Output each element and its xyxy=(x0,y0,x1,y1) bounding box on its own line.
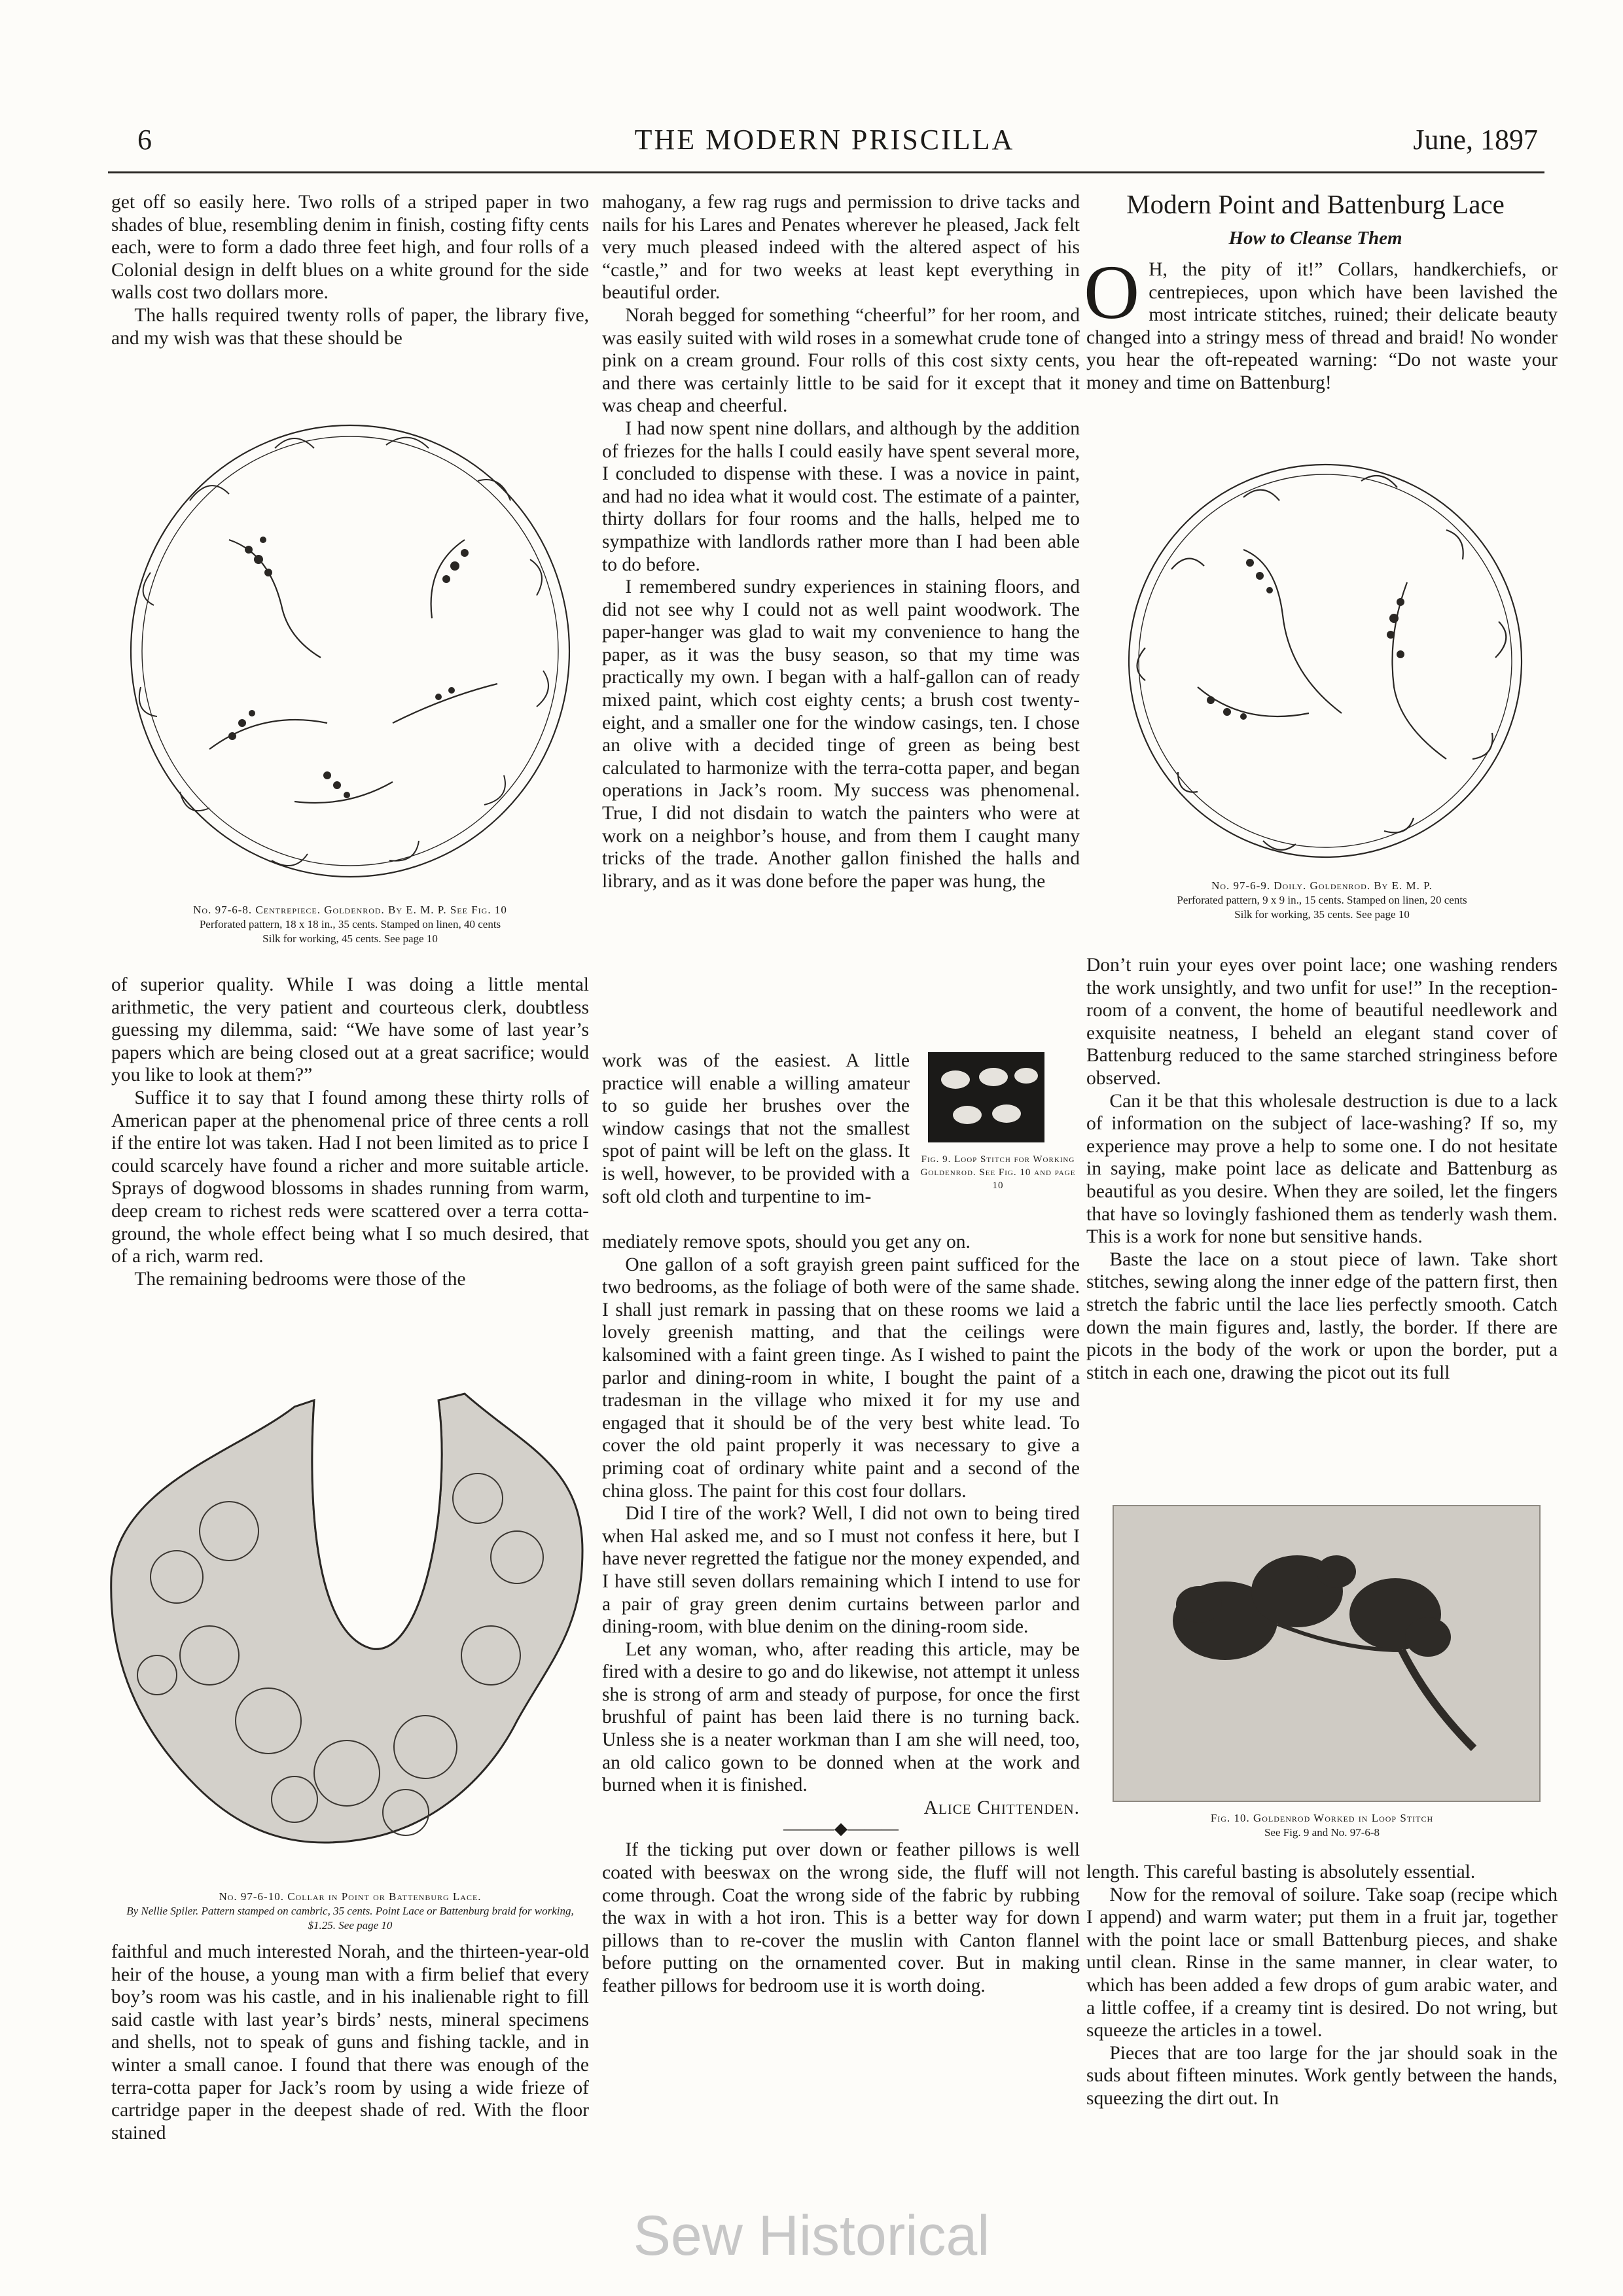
column-3-top xyxy=(1084,249,1558,395)
paragraph: If the ticking put over down or feather pillows is well coated with beeswax on the wrong side, the fluff will not come through. Coat the wrong side of the fabric by rubbing the wax in with a hot iron. This is a better way for down pillows than to re-cover the muslin with Canton flannel before putting on the ornamented cover. But in making feather pillows for bedroom use it is worth doing. xyxy=(602,1839,1080,1996)
paragraph: H, the pity of it!” Collars, handkerchiefs, or centrepieces, upon which have been lavished the most intricate stitches, ruined; their delicate beauty changed into a stringy mess of thread and braid! No wonder you hear the oft-repeated warning: “Do not waste your money and time on Battenburg! xyxy=(1086,259,1558,393)
caption-line: No. 97-6-10. Collar in Point or Battenburg Lace. xyxy=(219,1890,482,1903)
paragraph: Suffice it to say that I found among these thirty rolls of American paper at the phenomenal price of three cents a roll if the entire lot was taken. Had I not been limited as to price I could scarcely have found a richer and more suitable article. Sprays of dogwood blossoms in shades running from warm, deep cream to richest reds were scattered over a terra cotta-ground, the whole effect being what I so much desired, that of a rich, warm red. xyxy=(111,1087,589,1267)
doily-goldenrod-illustration xyxy=(1113,451,1538,870)
header-rule xyxy=(108,171,1544,173)
paragraph: Norah begged for something “cheerful” for her room, and was easily suited with wild roses in a somewhat crude tone of pink on a cream ground. Four rolls of this cost sixty cents, and there was certainly little to be said for it except that it was cheap and cheerful. xyxy=(602,304,1080,417)
paragraph: Did I tire of the work? Well, I did not own to being tired when Hal asked me, and so I must not confess it here, but I have never regretted the fatigue nor the money expended, and I have still seven dollars remaining which I intend to use for a pair of gray green denim curtains between parlor and dining-room, with blue denim on the dining-room side. xyxy=(602,1503,1080,1638)
paragraph: The remaining bedrooms were those of the xyxy=(134,1268,466,1290)
paragraph: length. This careful basting is absolutely essential. xyxy=(1086,1862,1476,1882)
caption-line: Perforated pattern, 9 x 9 in., 15 cents. Stamped on linen, 20 cents xyxy=(1177,894,1467,906)
paragraph: mediately remove spots, should you get any on. xyxy=(602,1231,971,1252)
figure-caption xyxy=(1086,1811,1558,1840)
column-1-top xyxy=(111,191,589,349)
figure-caption xyxy=(111,1890,589,1933)
column-2-wrap xyxy=(602,1050,910,1208)
paragraph: Don’t ruin your eyes over point lace; one washing renders the work unsightly, and two unfit for use!” In the reception-room of a convent, the home of beautiful needlework and exquisite neatness, I beheld an elegant stand cover of Battenburg reduced to the same starched stringiness before observed. xyxy=(1086,955,1558,1089)
paragraph: get off so easily here. Two rolls of a striped paper in two shades of blue, resembling denim in finish, costing fifty cents each, were to form a dado three feet high, and four rolls of a Colonial design in delft blues on a white ground for the side walls cost two dollars more. xyxy=(111,192,589,304)
paragraph: Now for the removal of soilure. Take soap (recipe which I append) and warm water; put them in a fruit jar, together with the point lace or small Battenburg pieces, and shake until clean. Rinse in the same manner, in clear water, to which has been added a few drops of gum arabic water, and a little coffee, if a creamy tint is desired. Do not wring, but squeeze the articles in a towel. xyxy=(1086,1884,1558,2041)
drop-cap: O xyxy=(1084,249,1140,335)
caption-line: See Fig. 9 and No. 97-6-8 xyxy=(1264,1826,1380,1839)
ornament-divider: ———◆——— xyxy=(783,1819,899,1839)
watermark: Sew Historical xyxy=(633,2204,990,2267)
column-3-middle xyxy=(1086,954,1558,1384)
paragraph: Can it be that this wholesale destruction is due to a lack of information on the subject of lace-washing? If so, my experience may prove a help to some one. I do not hesitate in saying, make point lace as delicate and Battenburg as beautiful as you desire. When they are soiled, let the fingers that have so lovingly fashioned them as tenderly wash them. This is a work for none but sensitive hands. xyxy=(1086,1090,1558,1248)
column-1-middle xyxy=(111,974,589,1290)
caption-line: No. 97-6-9. Doily. Goldenrod. By E. M. P. xyxy=(1211,879,1433,892)
column-3-bottom xyxy=(1086,1861,1558,2110)
caption-line: Fig. 10. Goldenrod Worked in Loop Stitch xyxy=(1210,1812,1434,1824)
paragraph: work was of the easiest. A little practice will enable a willing amateur to so guide her brushes over the window casings that not the smallest spot of paint will be left on the glass. It is well, however, to be provided with a soft old cloth and turpentine to im- xyxy=(602,1050,910,1207)
paragraph: Pieces that are too large for the jar should soak in the suds about fifteen minutes. Work gently between the hands, squeezing the dirt out. In xyxy=(1086,2042,1558,2109)
magazine-title: THE MODERN PRISCILLA xyxy=(634,124,1015,156)
article-heading: Modern Point and Battenburg Lace xyxy=(1126,189,1505,219)
paragraph: The halls required twenty rolls of paper, the library five, and my wish was that these should be xyxy=(111,304,589,349)
loop-stitch-photo xyxy=(928,1052,1044,1142)
page-header xyxy=(111,123,1538,162)
paragraph: Baste the lace on a stout piece of lawn. Take short stitches, sewing along the inner edge of the pattern first, then stretch the fabric until the lace lies perfectly smooth. Catch down the main figures and, lastly, the border. If there are picots in the body of the work or upon the border, put a stitch in each one, drawing the picot out its full xyxy=(1086,1248,1558,1383)
figure-caption xyxy=(111,903,589,946)
paragraph: faithful and much interested Norah, and the thirteen-year-old heir of the house, a young man with a firm belief that every boy’s room was his castle, and in his inalienable right to fill said castle with last year’s birds’ nests, mineral specimens and shells, not to speak of guns and fishing tackle, and in winter a small canoe. I found that there was enough of the terra-cotta paper for Jack’s room by using a wide frieze of cartridge paper in the deepest shade of red. With the floor stained xyxy=(111,1941,589,2144)
centrepiece-goldenrod-illustration xyxy=(111,409,589,893)
column-2-top xyxy=(602,191,1080,892)
paragraph: mahogany, a few rag rugs and permission to drive tacks and nails for his Lares and Penates wherever he pleased, Jack felt very much pleased indeed with the altered aspect of his “castle,” and for two weeks at least kept everything in beautiful order. xyxy=(602,192,1080,304)
column-2-bottom xyxy=(602,1231,1080,1998)
paragraph: Let any woman, who, after reading this article, may be fired with a desire to go and do likewise, not attempt it unless she is strong of arm and steady of purpose, for once the first brushful of paint has been laid there is no turning back. Unless she is a neater workman than I am she will need, too, an old calico gown to be donned when at the work and burned when it is finished. xyxy=(602,1638,1080,1796)
paragraph: I remembered sundry experiences in staining floors, and did not see why I could not as well paint woodwork. The paper-hanger was glad to wait my convenience to hang the paper, as it was the busy season, so that my time was practically my own. I began with a half-gallon can of ready mixed paint, which cost eighty cents; a brush cost twenty-eight, and a smaller one for the window casings, ten. I chose an olive with a decided tinge of green as being best calculated to harmonize with the terra-cotta paper, and began operations in Jack’s room. My success was phenomenal. True, I did not disdain to watch the painters who were at work on a neighbor’s house, and from them I caught many tricks of the trade. Another gallon finished the halls and library, and as it was done before the paper was hung, the xyxy=(602,576,1080,892)
goldenrod-loop-stitch-photo xyxy=(1113,1505,1541,1802)
paragraph: of superior quality. While I was doing a little mental arithmetic, the very patient and courteous clerk, doubtless guessing my dilemma, said: “We have some of last year’s papers which are being closed out at a great sacrifice; would you like to look at them?” xyxy=(111,974,589,1086)
paragraph: I had now spent nine dollars, and although by the addition of friezes for the halls I could easily have spent several more, I concluded to dispense with these. I was a novice in paint, and had no idea what it would cost. The estimate of a painter, thirty dollars for four rooms and the halls, helped me to sympathize with landlords rather more than I had been able to do before. xyxy=(602,417,1080,575)
caption-line: Fig. 9. Loop Stitch for Working Goldenrod. See Fig. 10 and page 10 xyxy=(920,1154,1076,1191)
figure-caption xyxy=(919,1153,1077,1192)
caption-line: Silk for working, 35 cents. See page 10 xyxy=(1234,908,1410,921)
caption-line: No. 97-6-8. Centrepiece. Goldenrod. By E. M. P. See Fig. 10 xyxy=(193,904,507,916)
column-1-bottom xyxy=(111,1941,589,2144)
caption-line: By Nellie Spiler. Pattern stamped on cambric, 35 cents. Point Lace or Battenburg braid for working, $1.25. See page 10 xyxy=(126,1905,574,1932)
page-number: 6 xyxy=(137,124,152,156)
lace-collar-illustration xyxy=(98,1381,596,1884)
issue-date: June, 1897 xyxy=(1413,124,1538,156)
author-signature: Alice Chittenden. xyxy=(923,1797,1080,1818)
caption-line: Silk for working, 45 cents. See page 10 xyxy=(262,932,438,945)
figure-caption xyxy=(1086,879,1558,922)
paragraph: One gallon of a soft grayish green paint sufficed for the two bedrooms, as the foliage of both were of the same shade. I shall just remark in passing that on these rooms we laid a lovely greenish matting, and that the ceilings were kalsomined with a faint green tinge. As I wished to paint the parlor and dining-room in white, I bought the paint of a tradesman in the village who mixed it for my use and engaged that it should be of the very best white lead. To cover the old paint properly it was necessary to give a priming coat of ordinary white paint and a second of the china gloss. The paint for this cost four dollars. xyxy=(602,1254,1080,1502)
caption-line: Perforated pattern, 18 x 18 in., 35 cents. Stamped on linen, 40 cents xyxy=(199,918,501,930)
article-subheading: How to Cleanse Them xyxy=(1228,228,1402,249)
